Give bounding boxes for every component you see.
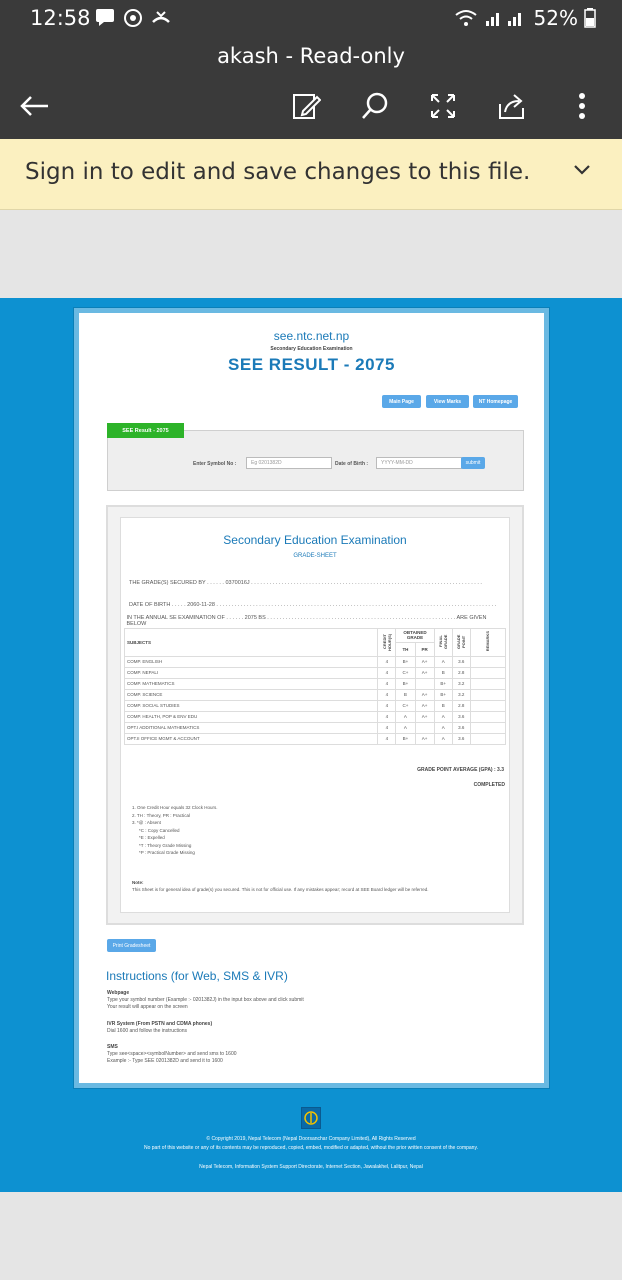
legend-item: *E : Expelled — [139, 835, 165, 840]
table-row — [125, 667, 506, 678]
table-row — [125, 678, 506, 689]
ivr-heading: IVR System (From PSTN and CDMA phones) — [107, 1021, 213, 1027]
pr-cell: A+ — [415, 700, 434, 711]
document-title: akash - Read-only — [217, 44, 405, 68]
symbol-label: Enter Symbol No : — [193, 461, 237, 467]
webpage-instructions — [107, 990, 527, 1011]
credit-header: CREDIT HOUR(S) — [381, 632, 392, 651]
remarks-cell — [470, 722, 505, 733]
legend-item: *T : Theory Grade Missing — [139, 842, 192, 848]
legend-item: *C : Copy Cancelled — [139, 827, 180, 833]
share-icon — [497, 92, 527, 120]
footer-copyright: © Copyright 2019, Nepal Telecom (Nepal Doorsanchar Company Limited), All Rights Reserved — [206, 1136, 416, 1142]
subject-cell: OPT.II OFFICE MGMT & ACCOUNT — [125, 733, 378, 744]
battery-icon — [584, 8, 596, 28]
ntc-logo — [301, 1107, 321, 1129]
subject-cell: COMP. SOCIAL STUDIES — [125, 700, 378, 711]
main-page-button[interactable]: Main Page — [382, 395, 421, 408]
pr-cell: A+ — [415, 733, 434, 744]
gpa-text: GRADE POINT AVERAGE (GPA) : 3.3 — [417, 767, 504, 773]
see-result-tab[interactable]: SEE Result - 2075 — [107, 423, 184, 438]
remarks-cell — [470, 711, 505, 722]
pr-cell: A+ — [415, 667, 434, 678]
share-button[interactable] — [492, 86, 532, 126]
notification-icons — [95, 8, 171, 28]
table-row — [125, 656, 506, 667]
result-form — [107, 430, 524, 491]
remarks-cell — [470, 700, 505, 711]
subject-cell: OPT.I ADDITIONAL MATHEMATICS — [125, 722, 378, 733]
table-row — [125, 733, 506, 744]
signal-icon — [484, 9, 528, 27]
pr-cell — [415, 722, 434, 733]
wifi-icon — [454, 9, 478, 27]
legend-item: 1. One Credit Hour equals 32 Clock Hours. — [132, 805, 218, 810]
fullscreen-button[interactable] — [423, 86, 463, 126]
instructions-title: Instructions (for Web, SMS & IVR) — [106, 969, 288, 983]
final-grade-cell: A — [434, 656, 452, 667]
back-arrow-icon — [18, 94, 50, 118]
search-icon — [360, 91, 390, 121]
legend-list — [132, 804, 218, 857]
grade-point-cell: 2.8 — [452, 667, 470, 678]
subject-cell: COMP. HEALTH, POP & ENV EDU — [125, 711, 378, 722]
remarks-header: REMARKS — [485, 631, 491, 652]
more-vert-icon — [578, 92, 586, 120]
chevron-down-icon[interactable] — [572, 163, 592, 177]
pr-header: PR — [415, 642, 434, 656]
webpage-line: Your result will appear on the screen — [107, 1004, 188, 1010]
final-grade-header: FINAL GRADE — [438, 634, 449, 649]
gradesheet-frame — [106, 505, 524, 925]
remarks-cell — [470, 678, 505, 689]
credit-cell: 4 — [378, 667, 396, 678]
nt-homepage-button[interactable]: NT Homepage — [473, 395, 518, 408]
gradesheet — [120, 517, 510, 913]
remarks-cell — [470, 667, 505, 678]
grade-point-cell: 3.6 — [452, 656, 470, 667]
secured-by-line: THE GRADE(S) SECURED BY . . . . . . 0370016J . . . . . . . . . . . . . . . . . . . . . . . . . . . . . . . . . . . . . . . . . . . . . . . . . . . . . . . . . . . . . . . . . . . . . . . . . . . . — [129, 580, 482, 586]
credit-cell: 4 — [378, 711, 396, 722]
completed-status: COMPLETED — [473, 782, 505, 788]
subject-cell: COMP. SCIENCE — [125, 689, 378, 700]
ivr-instructions — [107, 1021, 527, 1035]
site-subtitle: Secondary Education Examination — [270, 346, 353, 352]
final-grade-cell: A — [434, 733, 452, 744]
table-row — [125, 700, 506, 711]
print-gradesheet-button[interactable]: Print Gradesheet — [107, 939, 156, 952]
credit-cell: 4 — [378, 700, 396, 711]
th-cell: B — [396, 689, 415, 700]
gradesheet-title: Secondary Education Examination — [223, 533, 407, 547]
note-text: This Sheet is for general idea of grade(s) you secured. This is not for official use. If any mistakes appear; record at SEE Board ledger will be referred. — [132, 887, 429, 892]
exam-line: IN THE ANNUAL SE EXAMINATION OF . . . . . . 2075 BS . . . . . . . . . . . . . . . . . . . . . . . . . . . . . . . . . . . . . . . . . . . . . . . . . . . . . . . . . . . . . . ARE GIVEN BELOW — [126, 614, 487, 627]
obtained-header: OBTAINED GRADE — [396, 628, 434, 642]
th-cell: C+ — [396, 667, 415, 678]
battery-percent: 52% — [533, 6, 578, 30]
legend-item: 2. TH : Theory, PR : Practical — [132, 812, 191, 818]
legend-item: 3. *@ : Absent — [132, 820, 161, 825]
table-row — [125, 711, 506, 722]
th-cell: A — [396, 711, 415, 722]
th-cell: C+ — [396, 700, 415, 711]
subject-cell: COMP. NEPALI — [125, 667, 378, 678]
back-button[interactable] — [14, 86, 54, 126]
grade-point-cell: 3.6 — [452, 711, 470, 722]
table-row — [125, 689, 506, 700]
note-title: Note: — [132, 880, 144, 885]
remarks-cell — [470, 733, 505, 744]
th-cell: A — [396, 722, 415, 733]
grade-point-header: GRADE POINT — [456, 634, 467, 649]
dob-line: DATE OF BIRTH . . . . . 2060-11-28 . . . . . . . . . . . . . . . . . . . . . . . . . . . . . . . . . . . . . . . . . . . . . . . . . . . . . . . . . . . . . . . . . . . . . . . . . . . . . . . . . . . . . . . . . . . . — [129, 602, 497, 608]
gradesheet-subtitle: GRADE-SHEET — [293, 553, 337, 559]
subject-cell: COMP. MATHEMATICS — [125, 678, 378, 689]
grade-point-cell: 3.2 — [452, 678, 470, 689]
sms-instructions — [107, 1044, 527, 1065]
pr-cell — [415, 678, 434, 689]
legend-item: *P : Practical Grade Missing — [139, 850, 195, 855]
symbol-input[interactable]: Eg 0201382D — [246, 457, 332, 469]
status-right — [454, 6, 596, 30]
dob-input[interactable]: YYYY-MM-DD — [376, 457, 462, 469]
remarks-cell — [470, 656, 505, 667]
subjects-header: SUBJECTS — [125, 628, 378, 656]
final-grade-cell: B+ — [434, 689, 452, 700]
pr-cell: A+ — [415, 656, 434, 667]
dob-label: Date of Birth : — [335, 461, 369, 467]
footer-address: Nepal Telecom, Information System Support Directorate, Internet Section, Jawalakhel, Lalitpur, Nepal — [199, 1164, 423, 1170]
subject-cell: COMP. ENGLISH — [125, 656, 378, 667]
grade-point-cell: 3.2 — [452, 689, 470, 700]
th-cell: B+ — [396, 678, 415, 689]
site-name: see.ntc.net.np — [273, 329, 350, 343]
sms-heading: SMS — [107, 1044, 118, 1050]
app-bar — [0, 36, 622, 139]
th-cell: B+ — [396, 733, 415, 744]
sign-in-banner[interactable] — [0, 139, 622, 210]
submit-button[interactable]: submit — [461, 457, 485, 469]
th-header: TH — [396, 642, 415, 656]
missed-call-icon — [151, 8, 171, 28]
edit-button[interactable] — [286, 86, 326, 126]
fullscreen-icon — [429, 92, 457, 120]
whatsapp-icon — [123, 8, 143, 28]
grade-point-cell: 2.8 — [452, 700, 470, 711]
credit-cell: 4 — [378, 722, 396, 733]
credit-cell: 4 — [378, 678, 396, 689]
credit-cell: 4 — [378, 689, 396, 700]
grade-point-cell: 3.6 — [452, 733, 470, 744]
remarks-cell — [470, 689, 505, 700]
final-grade-cell: B — [434, 667, 452, 678]
edit-icon — [291, 91, 321, 121]
credit-cell: 4 — [378, 656, 396, 667]
table-row — [125, 722, 506, 733]
final-grade-cell: A — [434, 711, 452, 722]
view-marks-button[interactable]: View Marks — [426, 395, 469, 408]
result-title: SEE RESULT - 2075 — [228, 355, 395, 374]
final-grade-cell: B — [434, 700, 452, 711]
sms-line: Example :- Type SEE 0201382D and send it to 1600 — [107, 1058, 223, 1064]
ntc-logo-icon — [302, 1108, 320, 1128]
note-block — [132, 879, 497, 893]
document-page — [74, 308, 549, 1088]
webpage-heading: Webpage — [107, 990, 130, 996]
ivr-line: Dial 1600 and follow the instructions — [107, 1028, 188, 1034]
pr-cell: A+ — [415, 711, 434, 722]
more-options-button[interactable] — [562, 86, 602, 126]
footer-disclaimer: No part of this website or any of its contents may be reproduced, copied, embed, modified or adapted, without the prior written consent of the company. — [144, 1145, 478, 1151]
webpage-line: Type your symbol number (Example :- 0201382J) in the input box above and click submit — [107, 997, 304, 1003]
status-bar — [0, 0, 622, 36]
search-button[interactable] — [355, 86, 395, 126]
status-time: 12:58 — [30, 6, 91, 30]
final-grade-cell: B+ — [434, 678, 452, 689]
grade-point-cell: 3.6 — [452, 722, 470, 733]
credit-cell: 4 — [378, 733, 396, 744]
sign-in-message: Sign in to edit and save changes to this file. — [25, 159, 531, 185]
final-grade-cell: A — [434, 722, 452, 733]
th-cell: B+ — [396, 656, 415, 667]
grade-table — [124, 614, 506, 745]
pr-cell: A+ — [415, 689, 434, 700]
sms-line: Type see<space><symbolNumber> and send sms to 1600 — [107, 1051, 237, 1057]
message-icon — [95, 8, 115, 26]
